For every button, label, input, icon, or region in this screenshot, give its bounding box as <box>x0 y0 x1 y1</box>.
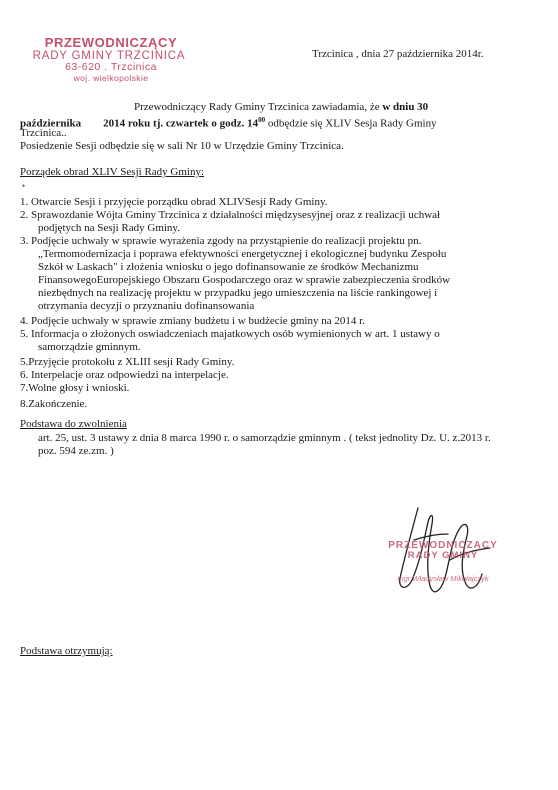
intro-line-1-text: Przewodniczący Rady Gminy Trzcinica zawiadamia, że <box>134 101 383 113</box>
stamp-line-4: woj. wielkopolskie <box>73 72 149 83</box>
legal-line-2: poz. 594 ze.zm. ) <box>38 445 114 457</box>
agenda-item-continuation: samorządzie gminnym. <box>38 341 141 353</box>
agenda-item-continuation: „Termomodernizacja i poprawa efektywności energetycznej i ekologicznej budynku Zespołu <box>38 248 447 260</box>
intro-time-minutes: 00 <box>258 116 266 124</box>
document-date: Trzcinica , dnia 27 października 2014r. <box>312 48 484 60</box>
legal-heading-text: Podstawa do zwolnienia <box>20 418 127 430</box>
recipients-heading: Podstawa otrzymują: <box>20 645 113 657</box>
agenda-item: 2. Sprawozdanie Wójta Gminy Trzcinica z działalności międzysesyjnej oraz z realizacji uchwał <box>20 209 441 221</box>
agenda-item: 7.Wolne głosy i wnioski. <box>20 382 130 394</box>
agenda-item-continuation: FinansowegoEuropejskiego Obszaru Gospodarczego oraz w sprawie zabezpieczenia środków <box>38 274 451 286</box>
intro-month: października <box>20 117 82 130</box>
stamp2-line-2: RADY GMINY <box>407 550 479 561</box>
agenda-item: 6. Interpelacje oraz odpowiedzi na interpelacje. <box>20 369 229 381</box>
agenda-item-continuation: podjętych na Sesji Rady Gminy. <box>38 222 180 234</box>
legal-line-1: art. 25, ust. 3 ustawy z dnia 8 marca 1990 r. o samorządzie gminnym . ( tekst jednolity Dz. U. z.2013 r. <box>38 432 491 444</box>
agenda-item: 8.Zakończenie. <box>20 398 88 410</box>
stamp-line-2: RADY GMINY TRZCINICA <box>32 49 186 62</box>
agenda-item: 3. Podjęcie uchwały w sprawie wyrażenia zgody na przystąpienie do realizacji projektu pn. <box>20 235 422 247</box>
legal-heading <box>20 418 127 431</box>
intro-session-text: odbędzie się XLIV Sesja Rady Gminy <box>265 117 437 130</box>
stamp2-line-1: PRZEWODNICZĄCY <box>388 540 498 551</box>
agenda-item-continuation: Szkół w Laskach" i złożenia wniosku o jego dofinansowanie ze środków Mechanizmu <box>38 261 419 273</box>
stamp-line-1: PRZEWODNICZĄCY <box>44 35 178 50</box>
agenda-item: 4. Podjęcie uchwały w sprawie zmiany budżetu i w budżecie gminy na 2014 r. <box>20 315 365 327</box>
agenda-item: 1. Otwarcie Sesji i przyjęcie porządku obrad XLIVSesji Rady Gminy. <box>20 196 328 208</box>
agenda-bullet: • <box>22 181 26 191</box>
agenda-item-continuation: niezbędnych na realizację projektu w przypadku jego umieszczenia na liście rankingowej i <box>38 287 438 299</box>
intro-location: Posiedzenie Sesji odbędzie się w sali Nr 10 w Urzędzie Gminy Trzcinica. <box>20 140 344 152</box>
agenda-item: 5. Informacja o złożonych oswiadczeniach majatkowych osób wymienionych w art. 1 ustawy o <box>20 328 440 340</box>
intro-line-3: Trzcinica.. <box>20 127 67 139</box>
intro-line-2 <box>20 114 437 131</box>
agenda-item-continuation: otrzymania decyzji o przyznaniu dofinansowania <box>38 300 255 312</box>
council-chairman-stamp <box>32 35 186 83</box>
agenda-heading: Porządek obrad XLIV Sesji Rady Gminy: <box>20 166 205 178</box>
agenda-item: 5.Przyjęcie protokołu z XLIII sesji Rady Gminy. <box>20 356 235 368</box>
stamp2-line-3: mgr Władysław Mikołajczyk <box>397 574 489 584</box>
stamp-line-3: 63-620 . Trzcinica <box>65 60 157 73</box>
intro-day-time: 2014 roku tj. czwartek o godz. 14 <box>103 117 259 130</box>
intro-line-1 <box>134 101 428 114</box>
intro-line-1-date: w dniu 30 <box>382 101 429 113</box>
chairman-signature-stamp <box>378 540 508 584</box>
